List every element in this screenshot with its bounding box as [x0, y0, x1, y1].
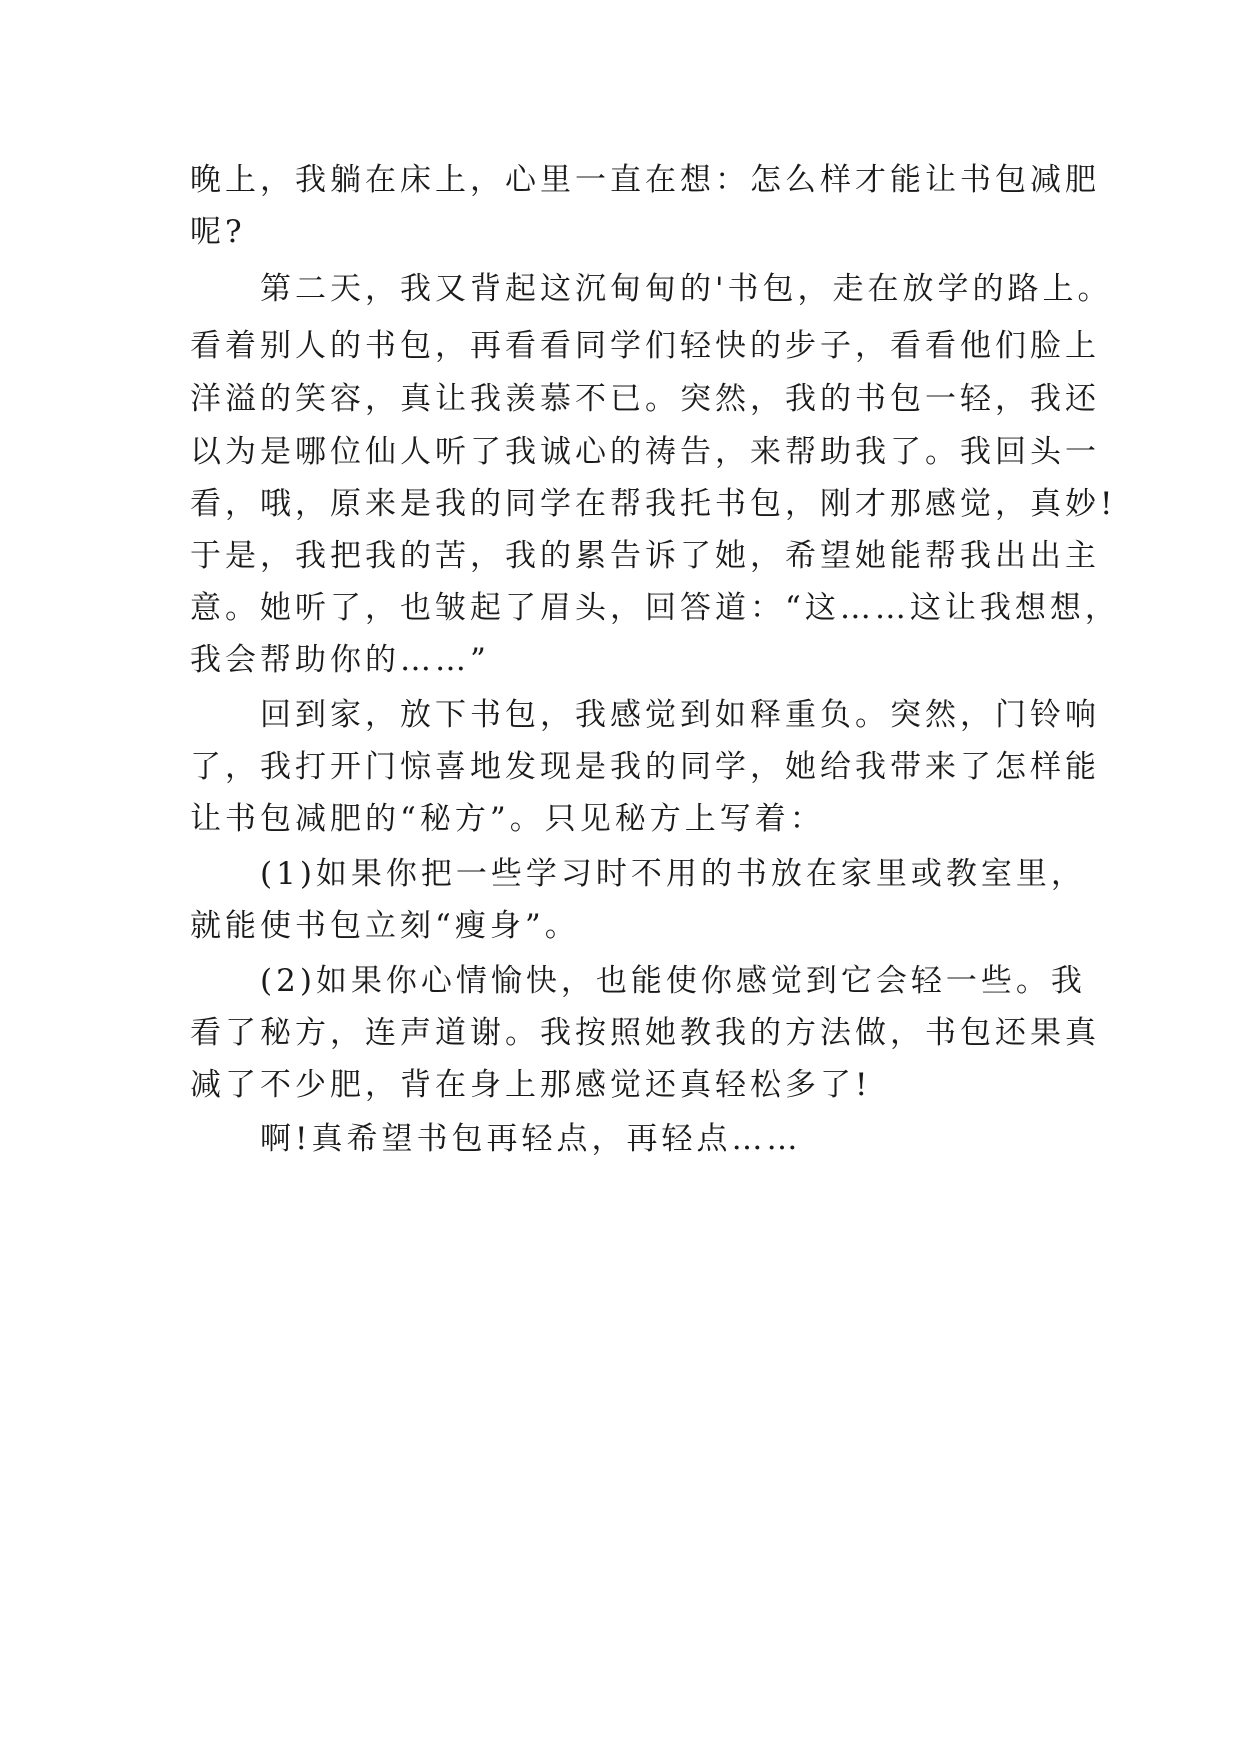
list-item-1-line: (1)如果你把一些学习时不用的书放在家里或教室里， [260, 856, 1086, 892]
text-line: 了，我打开门惊喜地发现是我的同学，她给我带来了怎样能 [190, 749, 1100, 785]
text-line: 让书包减肥的“秘方”。只见秘方上写着： [190, 801, 825, 837]
text-line: 意。她听了，也皱起了眉头，回答道：“这……这让我想想， [190, 590, 1120, 626]
text-line: 看着别人的书包，再看看同学们轻快的步子，看看他们脸上 [190, 328, 1100, 364]
paragraph-start-line: 第二天，我又背起这沉甸甸的'书包，走在放学的路上。 [260, 271, 1113, 307]
text-line: 减了不少肥，背在身上那感觉还真轻松多了! [190, 1067, 872, 1103]
text-line: 以为是哪位仙人听了我诚心的祷告，来帮助我了。我回头一 [190, 434, 1100, 470]
text-line: 呢? [190, 214, 246, 250]
paragraph-start-line: 回到家，放下书包，我感觉到如释重负。突然，门铃响 [260, 697, 1100, 733]
text-line: 晚上，我躺在床上，心里一直在想：怎么样才能让书包减肥 [190, 162, 1100, 198]
text-line: 洋溢的笑容，真让我羡慕不已。突然，我的书包一轻，我还 [190, 381, 1100, 417]
closing-line: 啊!真希望书包再轻点，再轻点…… [260, 1121, 802, 1157]
text-line: 于是，我把我的苦，我的累告诉了她，希望她能帮我出出主 [190, 538, 1100, 574]
text-line: 看了秘方，连声道谢。我按照她教我的方法做，书包还果真 [190, 1015, 1100, 1051]
text-line: 看，哦，原来是我的同学在帮我托书包，刚才那感觉，真妙! [190, 486, 1117, 522]
text-line: 就能使书包立刻“瘦身”。 [190, 908, 580, 944]
text-line: 我会帮助你的……” [190, 642, 490, 678]
list-item-2-line: (2)如果你心情愉快，也能使你感觉到它会轻一些。我 [260, 963, 1086, 999]
